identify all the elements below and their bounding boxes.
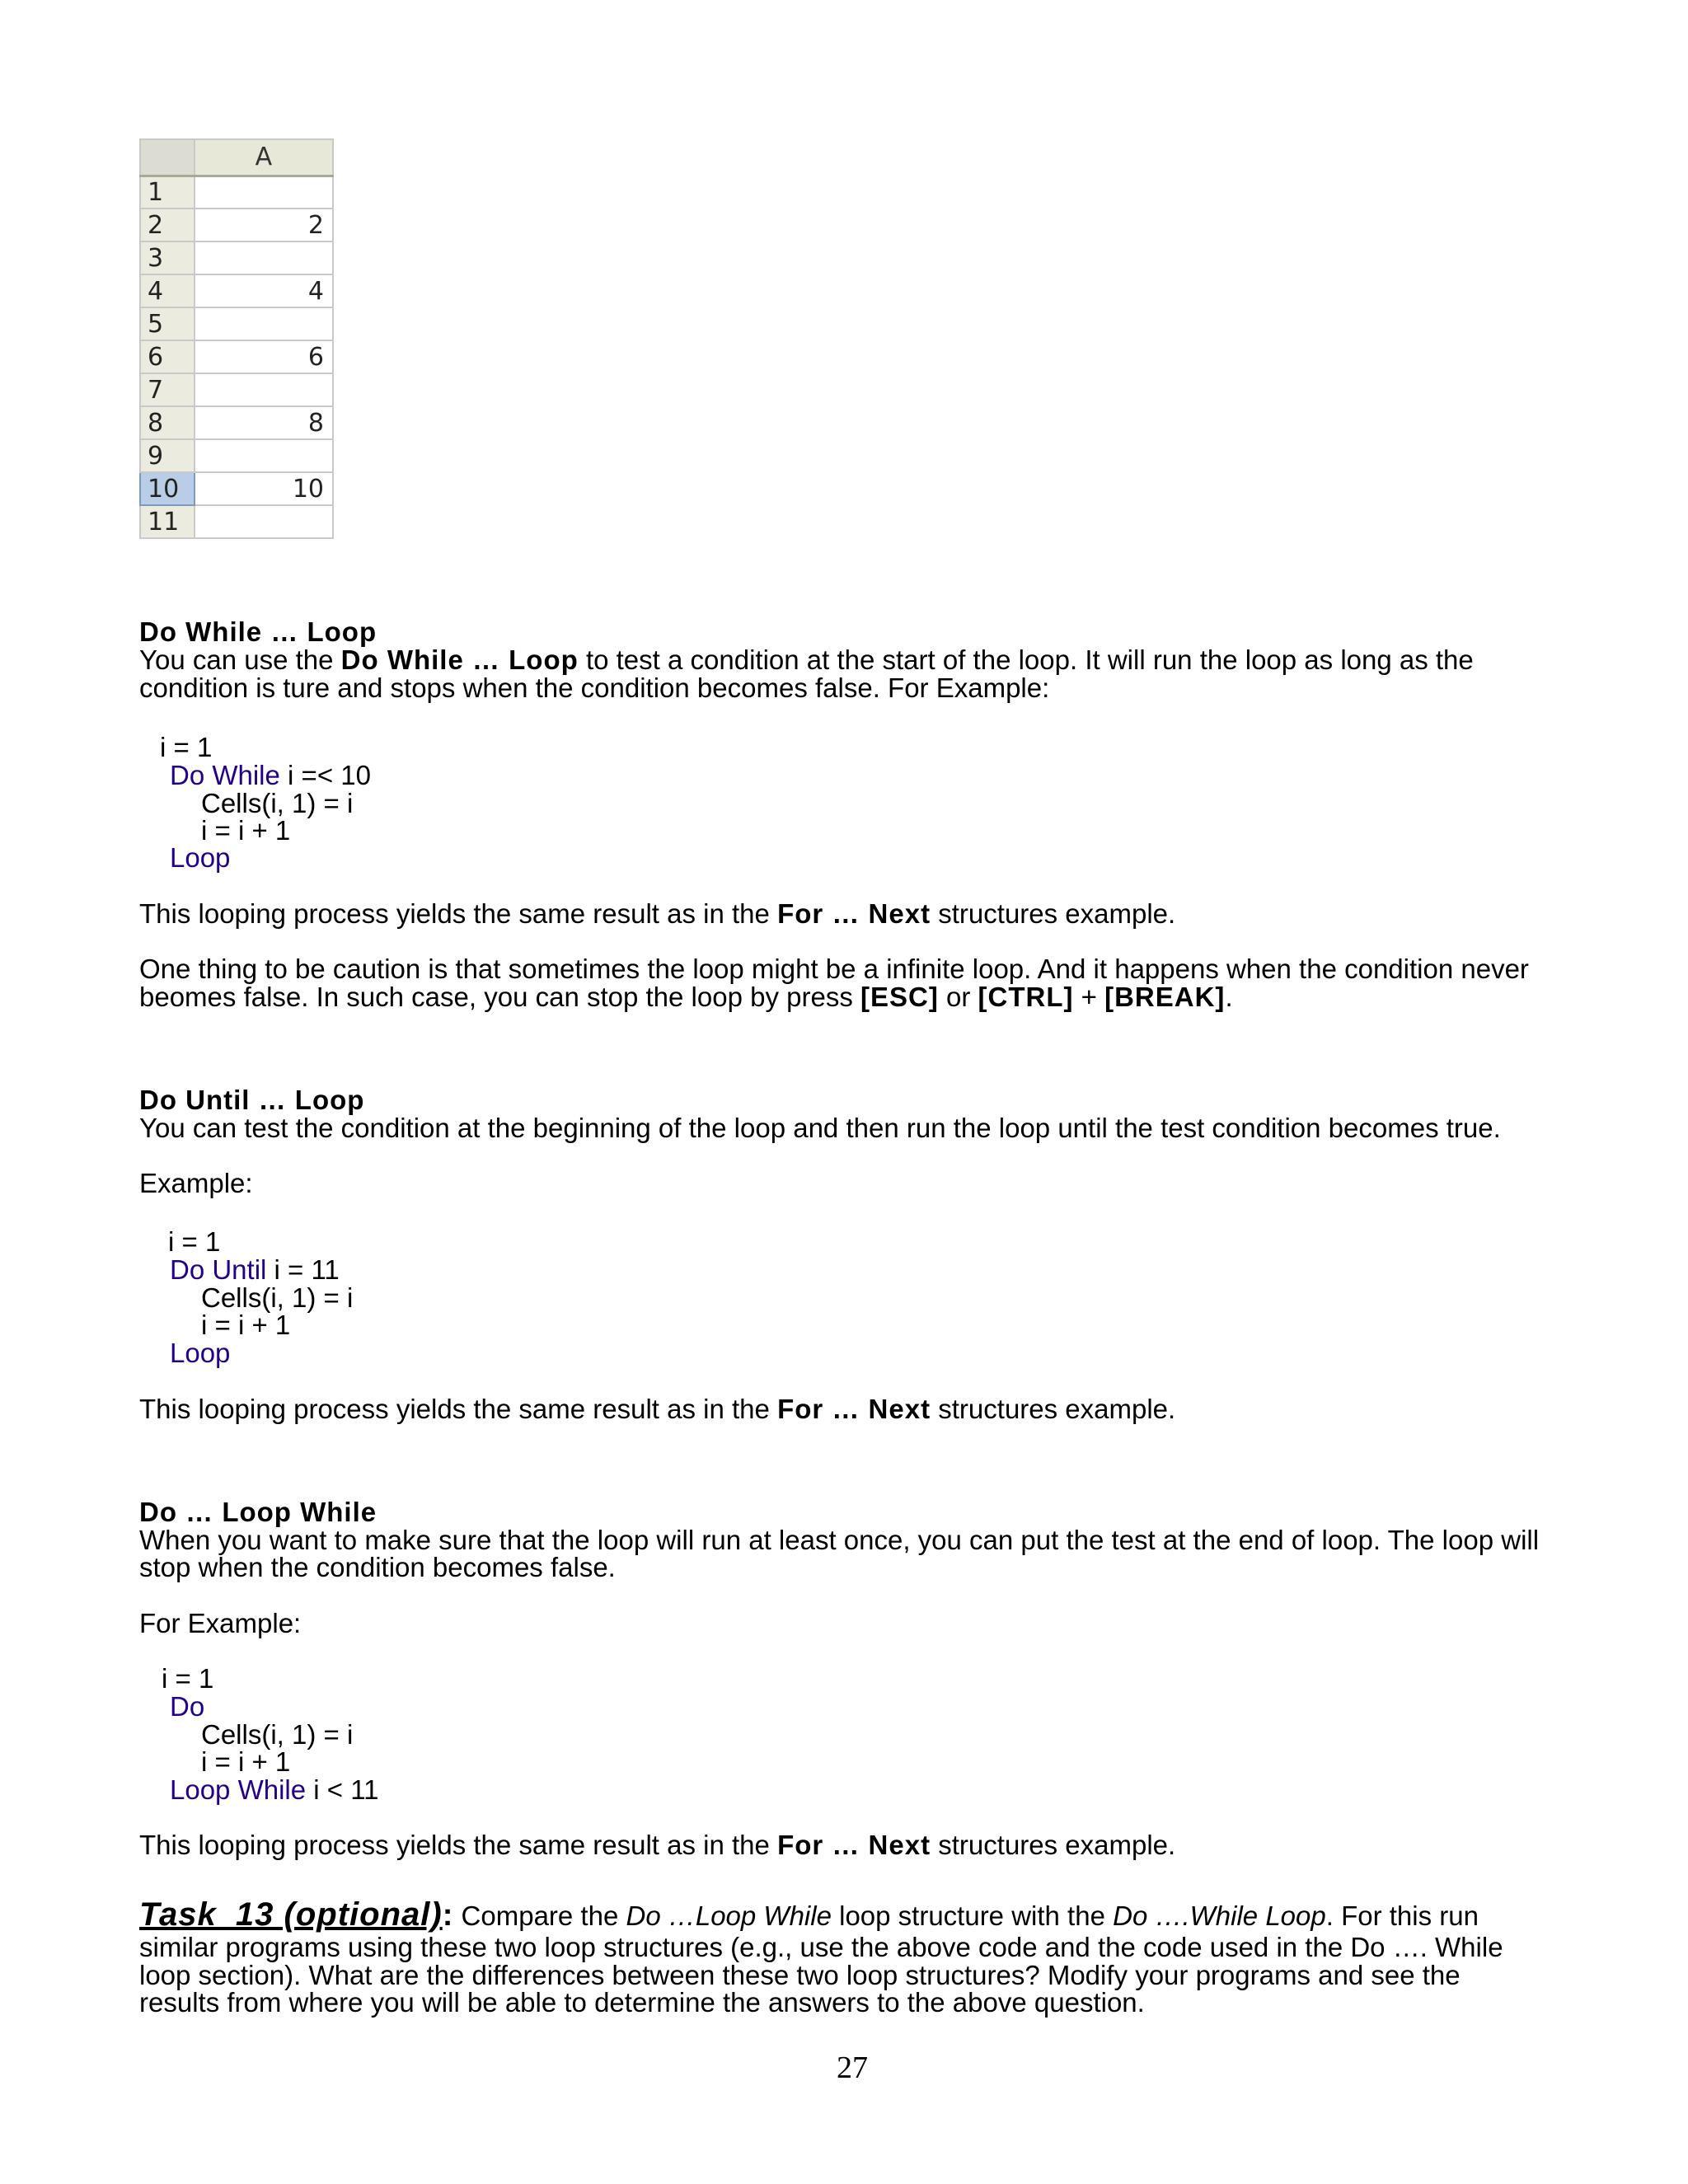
- row-header[interactable]: 8: [140, 406, 195, 439]
- cell[interactable]: 8: [195, 406, 333, 439]
- task-line4: results from where you will be able to determine the answers to the above question.: [139, 1987, 1145, 2018]
- row-header-selected[interactable]: 10: [140, 472, 195, 505]
- spreadsheet-grid: [139, 138, 334, 539]
- cell[interactable]: [195, 373, 333, 406]
- do-until-example-label: Example:: [139, 1168, 253, 1198]
- task-title: Task_13 (optional): [139, 1896, 443, 1933]
- cell[interactable]: [195, 176, 333, 209]
- code-line: Cells(i, 1) = i: [201, 1719, 354, 1750]
- cell[interactable]: [195, 439, 333, 472]
- code-line: i = i + 1: [201, 1310, 291, 1340]
- do-until-paragraph: You can test the condition at the beginning of the loop and then run the loop until the test condition becomes true.: [139, 1113, 1501, 1143]
- cell[interactable]: [195, 505, 333, 538]
- cell[interactable]: 4: [195, 274, 333, 307]
- code-line: Do: [170, 1691, 205, 1722]
- do-while-paragraph-line1: You can use the Do While … Loop to test a condition at the start of the loop. It will run the loop as long as the: [139, 644, 1474, 675]
- caution-line2: beomes false. In such case, you can stop the loop by press [ESC] or [CTRL] + [BREAK].: [139, 982, 1233, 1012]
- do-loop-while-example-label: For Example:: [139, 1608, 302, 1638]
- cell[interactable]: 6: [195, 340, 333, 373]
- cell[interactable]: 10: [195, 472, 333, 505]
- row-header[interactable]: 2: [140, 209, 195, 241]
- row-header[interactable]: 11: [140, 505, 195, 538]
- code-line: Cells(i, 1) = i: [201, 1282, 354, 1313]
- code-line: Loop: [170, 842, 231, 873]
- row-header[interactable]: 6: [140, 340, 195, 373]
- column-header-a[interactable]: A: [195, 139, 333, 176]
- do-loop-while-paragraph-line1: When you want to make sure that the loop will run at least once, you can put the test at the end of loop. The loop will: [139, 1525, 1540, 1555]
- row-header[interactable]: 5: [140, 307, 195, 340]
- row-header[interactable]: 1: [140, 176, 195, 209]
- code-line: Do Until i = 11: [170, 1254, 340, 1285]
- do-loop-while-heading: Do … Loop While: [139, 1497, 377, 1527]
- cell[interactable]: 2: [195, 209, 333, 241]
- code-line: i = i + 1: [201, 815, 291, 846]
- row-header[interactable]: 4: [140, 274, 195, 307]
- task-line3: loop section). What are the differences between these two loop structures? Modify your programs and see the: [139, 1960, 1461, 1990]
- do-while-heading: Do While … Loop: [139, 616, 377, 647]
- select-all-corner[interactable]: [140, 139, 195, 176]
- code-line: Do While i =< 10: [170, 760, 371, 790]
- do-loop-while-paragraph-line2: stop when the condition becomes false.: [139, 1552, 616, 1582]
- caution-line1: One thing to be caution is that sometimes the loop might be a infinite loop. And it happens when the condition never: [139, 954, 1529, 984]
- code-line: i = 1: [162, 1663, 214, 1694]
- cell[interactable]: [195, 241, 333, 274]
- code-line: Loop: [170, 1338, 231, 1368]
- task-line2: similar programs using these two loop structures (e.g., use the above code and the code used in the Do …. While: [139, 1932, 1503, 1962]
- code-line: Loop While i < 11: [170, 1774, 379, 1805]
- row-header[interactable]: 7: [140, 373, 195, 406]
- task-line1: Task_13 (optional): Compare the Do …Loop While loop structure with the Do ….While Loop. For this run: [139, 1896, 1479, 1933]
- do-until-heading: Do Until … Loop: [139, 1085, 365, 1115]
- page-number: 27: [837, 2050, 868, 2085]
- code-line: i = 1: [160, 732, 213, 762]
- row-header[interactable]: 9: [140, 439, 195, 472]
- row-header[interactable]: 3: [140, 241, 195, 274]
- spreadsheet-snippet: [139, 138, 334, 544]
- code-line: Cells(i, 1) = i: [201, 788, 354, 818]
- cell[interactable]: [195, 307, 333, 340]
- code-line: i = i + 1: [201, 1746, 291, 1777]
- do-until-result: This looping process yields the same result as in the For … Next structures example.: [139, 1394, 1176, 1424]
- do-while-result: This looping process yields the same result as in the For … Next structures example.: [139, 898, 1176, 929]
- do-loop-while-result: This looping process yields the same result as in the For … Next structures example.: [139, 1830, 1176, 1860]
- do-while-paragraph-line2: condition is ture and stops when the condition becomes false. For Example:: [139, 673, 1050, 703]
- code-line: i = 1: [168, 1226, 221, 1257]
